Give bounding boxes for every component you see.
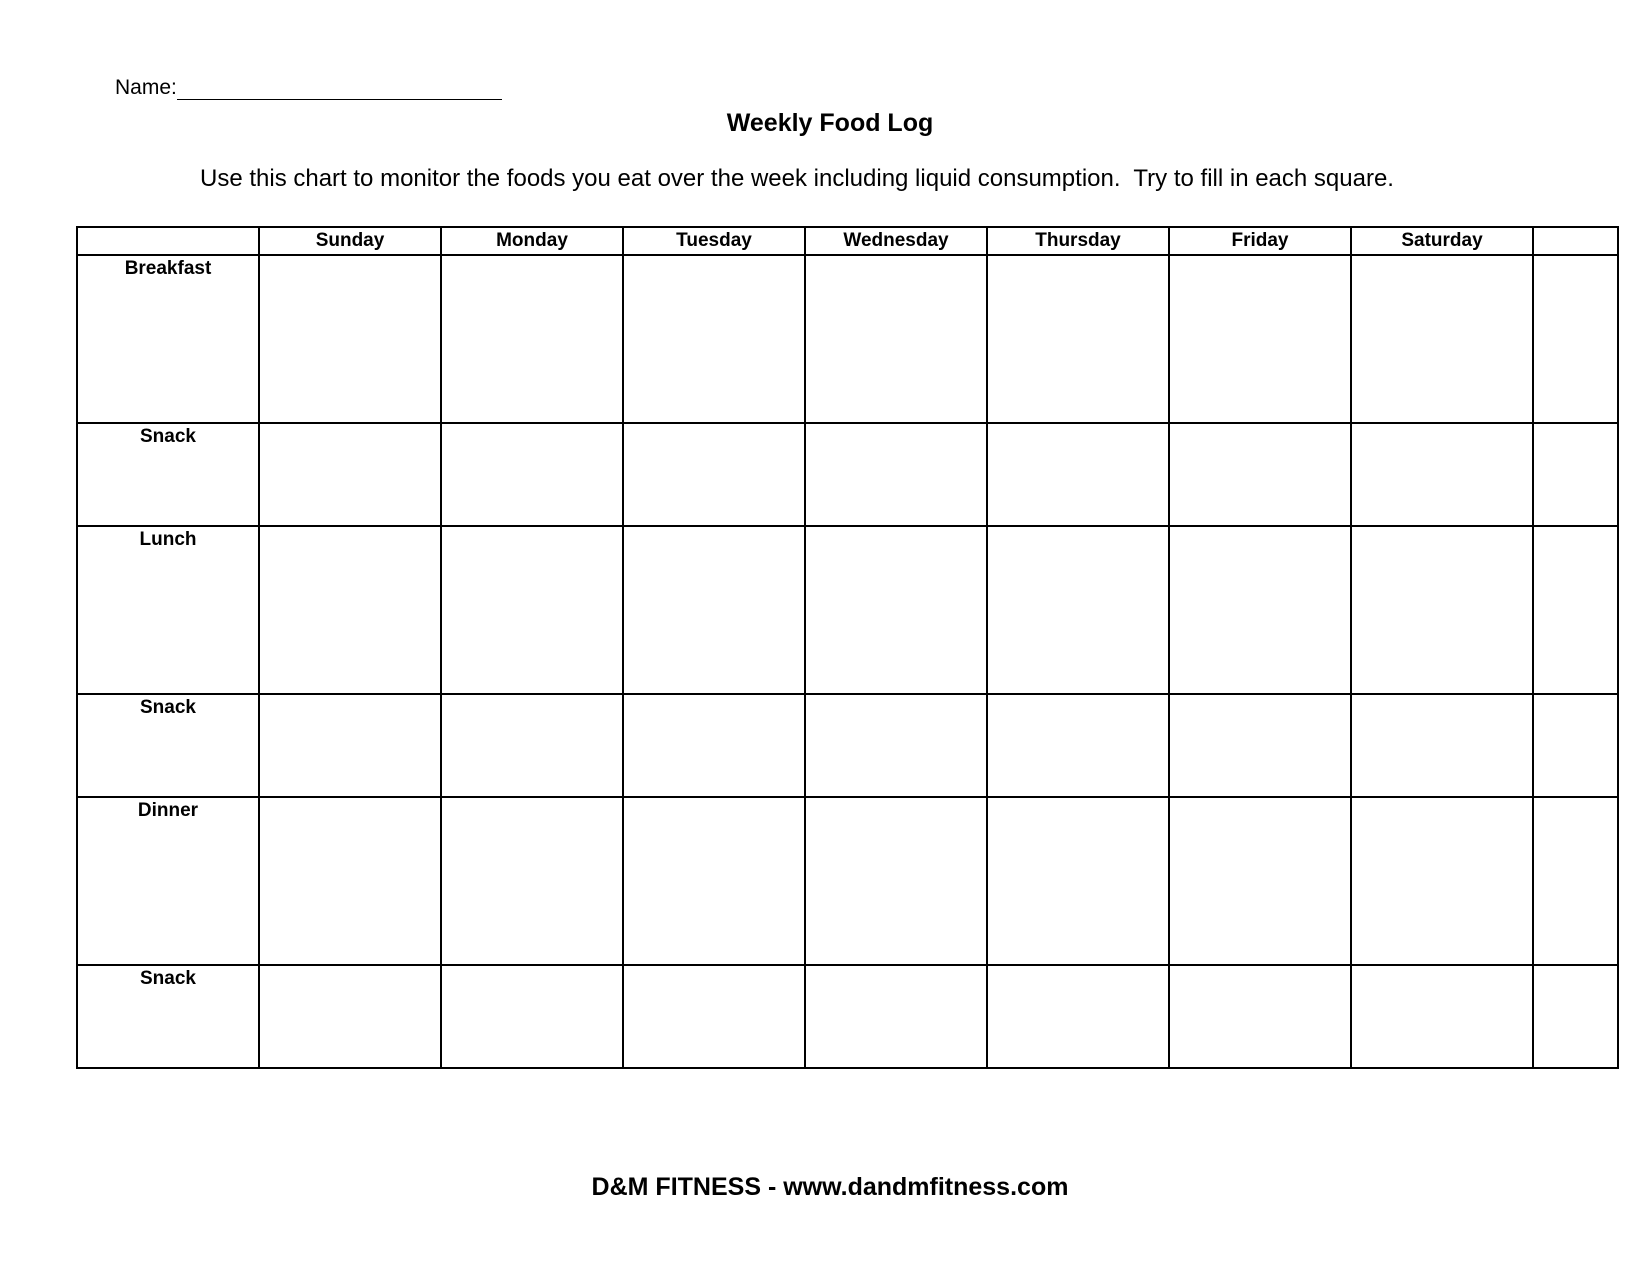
- extra-entry-cell[interactable]: [1533, 526, 1618, 694]
- entry-cell[interactable]: [805, 526, 987, 694]
- name-label: Name:: [115, 76, 177, 99]
- extra-entry-cell[interactable]: [1533, 694, 1618, 797]
- entry-cell[interactable]: [805, 423, 987, 526]
- entry-cell[interactable]: [441, 255, 623, 423]
- day-header-tuesday: Tuesday: [623, 227, 805, 255]
- meal-row: [77, 255, 1618, 423]
- meal-label: Dinner: [77, 797, 259, 965]
- day-header-thursday: Thursday: [987, 227, 1169, 255]
- extra-entry-cell[interactable]: [1533, 423, 1618, 526]
- entry-cell[interactable]: [987, 423, 1169, 526]
- entry-cell[interactable]: [259, 255, 441, 423]
- entry-cell[interactable]: [987, 965, 1169, 1068]
- meal-label: Snack: [77, 423, 259, 526]
- meal-row: [77, 423, 1618, 526]
- food-log-table: [76, 226, 1619, 1069]
- entry-cell[interactable]: [805, 965, 987, 1068]
- name-blank-line[interactable]: [177, 77, 502, 100]
- entry-cell[interactable]: [805, 255, 987, 423]
- meal-row: [77, 797, 1618, 965]
- entry-cell[interactable]: [259, 423, 441, 526]
- corner-cell: [77, 227, 259, 255]
- entry-cell[interactable]: [987, 526, 1169, 694]
- meal-row: [77, 694, 1618, 797]
- entry-cell[interactable]: [623, 694, 805, 797]
- entry-cell[interactable]: [805, 694, 987, 797]
- day-header-sunday: Sunday: [259, 227, 441, 255]
- footer-brand: D&M FITNESS - www.dandmfitness.com: [591, 1173, 1069, 1201]
- entry-cell[interactable]: [623, 797, 805, 965]
- meal-row: [77, 526, 1618, 694]
- entry-cell[interactable]: [1169, 965, 1351, 1068]
- entry-cell[interactable]: [987, 694, 1169, 797]
- day-header-saturday: Saturday: [1351, 227, 1533, 255]
- extra-entry-cell[interactable]: [1533, 797, 1618, 965]
- entry-cell[interactable]: [1351, 797, 1533, 965]
- entry-cell[interactable]: [623, 526, 805, 694]
- entry-cell[interactable]: [623, 423, 805, 526]
- day-header-friday: Friday: [1169, 227, 1351, 255]
- instructions-text: Use this chart to monitor the foods you eat over the week including liquid consumption. Try to fill in each square.: [200, 165, 1394, 192]
- entry-cell[interactable]: [987, 255, 1169, 423]
- entry-cell[interactable]: [623, 255, 805, 423]
- entry-cell[interactable]: [441, 526, 623, 694]
- meal-label: Breakfast: [77, 255, 259, 423]
- meal-label: Lunch: [77, 526, 259, 694]
- entry-cell[interactable]: [1169, 255, 1351, 423]
- meal-row: [77, 965, 1618, 1068]
- entry-cell[interactable]: [1169, 797, 1351, 965]
- entry-cell[interactable]: [441, 965, 623, 1068]
- entry-cell[interactable]: [441, 423, 623, 526]
- entry-cell[interactable]: [1351, 965, 1533, 1068]
- day-header-row: [77, 227, 1618, 255]
- entry-cell[interactable]: [259, 965, 441, 1068]
- extra-header-cell: [1533, 227, 1618, 255]
- entry-cell[interactable]: [1351, 526, 1533, 694]
- extra-entry-cell[interactable]: [1533, 965, 1618, 1068]
- entry-cell[interactable]: [1351, 694, 1533, 797]
- day-header-monday: Monday: [441, 227, 623, 255]
- day-header-wednesday: Wednesday: [805, 227, 987, 255]
- entry-cell[interactable]: [1169, 423, 1351, 526]
- entry-cell[interactable]: [805, 797, 987, 965]
- entry-cell[interactable]: [441, 694, 623, 797]
- extra-entry-cell[interactable]: [1533, 255, 1618, 423]
- page-title: Weekly Food Log: [726, 109, 934, 137]
- entry-cell[interactable]: [623, 965, 805, 1068]
- meal-label: Snack: [77, 694, 259, 797]
- entry-cell[interactable]: [1169, 694, 1351, 797]
- entry-cell[interactable]: [259, 694, 441, 797]
- entry-cell[interactable]: [1169, 526, 1351, 694]
- meal-label: Snack: [77, 965, 259, 1068]
- entry-cell[interactable]: [987, 797, 1169, 965]
- entry-cell[interactable]: [259, 526, 441, 694]
- entry-cell[interactable]: [1351, 255, 1533, 423]
- entry-cell[interactable]: [259, 797, 441, 965]
- name-field[interactable]: [115, 76, 502, 100]
- entry-cell[interactable]: [441, 797, 623, 965]
- entry-cell[interactable]: [1351, 423, 1533, 526]
